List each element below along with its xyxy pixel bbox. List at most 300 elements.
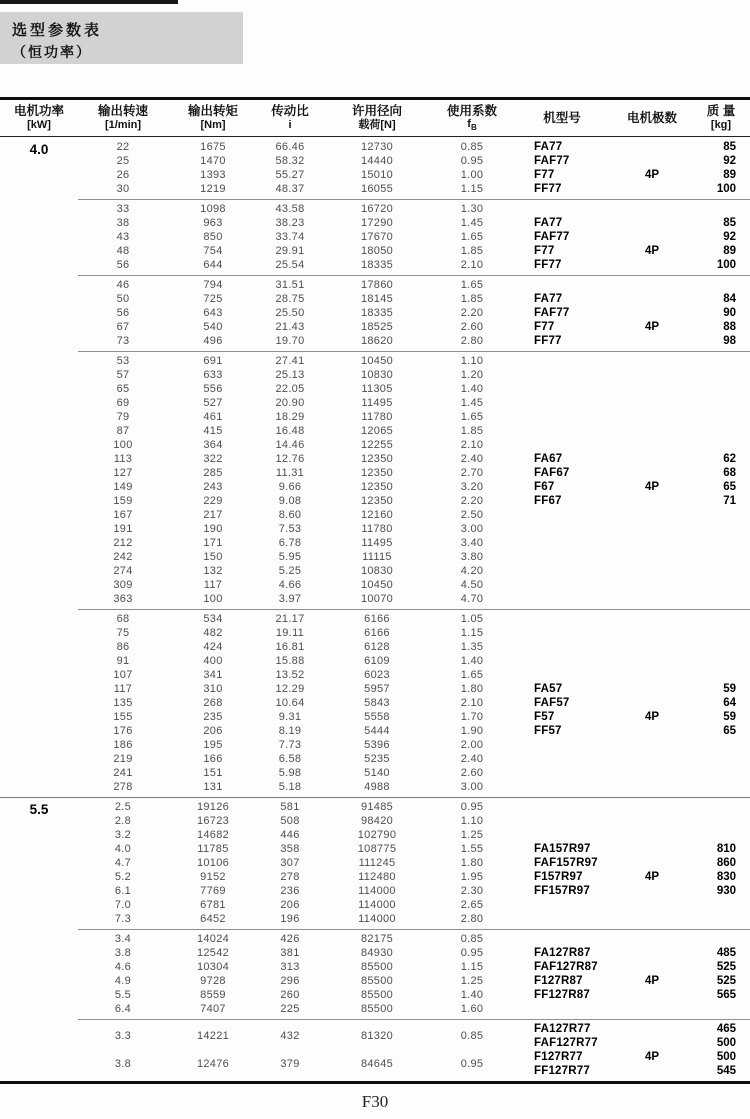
output-speed-cell: 219 xyxy=(113,753,133,765)
ratio-cell: 20.90 xyxy=(275,397,305,409)
radial-load-cell: 10830 xyxy=(360,369,394,381)
mass-value: 88 xyxy=(723,321,736,333)
ratio-block xyxy=(0,275,750,351)
output-torque-cell: 540 xyxy=(203,321,223,333)
ratio-cell: 236 xyxy=(280,885,300,897)
ratio-cell: 55.27 xyxy=(275,169,305,181)
output-speed-cell: 3.4 xyxy=(114,933,132,945)
radial-load-cell: 91485 xyxy=(360,801,394,813)
ratio-cell: 260 xyxy=(280,989,300,1001)
output-speed-cell: 91 xyxy=(116,655,130,667)
output-torque-cell: 14024 xyxy=(196,933,230,945)
model-row xyxy=(512,182,750,196)
output-torque-cell: 754 xyxy=(203,245,223,257)
output-speed-cell: 53 xyxy=(116,355,130,367)
ratio-cell: 48.37 xyxy=(275,183,305,195)
ratio-cell: 18.29 xyxy=(275,411,305,423)
model-code: FF157R97 xyxy=(534,885,590,897)
output-torque-cell: 633 xyxy=(203,369,223,381)
output-speed-cell: 86 xyxy=(116,641,130,653)
mass-value: 565 xyxy=(716,989,736,1001)
output-speed-cell: 25 xyxy=(116,155,130,167)
output-speed-cell: 3.2 xyxy=(114,829,132,841)
service-factor-cell: 1.80 xyxy=(460,683,484,695)
output-torque-cell: 1219 xyxy=(200,183,226,195)
data-row xyxy=(78,828,750,842)
ratio-cell: 379 xyxy=(280,1058,300,1070)
radial-load-cell: 5140 xyxy=(364,767,390,779)
radial-load-cell: 12255 xyxy=(360,439,394,451)
model-code: FF57 xyxy=(534,725,562,737)
mass-value: 485 xyxy=(716,947,736,959)
service-factor-cell: 1.40 xyxy=(460,655,484,667)
model-code: FAF77 xyxy=(534,155,570,167)
service-factor-cell: 1.95 xyxy=(460,871,484,883)
model-group xyxy=(512,682,750,738)
output-speed-cell: 68 xyxy=(116,613,130,625)
output-torque-cell: 556 xyxy=(203,383,223,395)
model-code: FA57 xyxy=(534,683,563,695)
mass-value: 68 xyxy=(723,467,736,479)
service-factor-cell: 3.40 xyxy=(460,537,484,549)
data-row xyxy=(78,800,750,814)
ratio-cell: 14.46 xyxy=(275,439,305,451)
model-code: FF77 xyxy=(534,335,562,347)
service-factor-cell: 1.45 xyxy=(460,217,484,229)
output-torque-cell: 285 xyxy=(203,467,223,479)
model-code: FA77 xyxy=(534,217,563,229)
service-factor-cell: 1.80 xyxy=(460,857,484,869)
motor-poles: 4P xyxy=(644,321,660,333)
output-torque-cell: 171 xyxy=(203,537,223,549)
radial-load-cell: 6128 xyxy=(364,641,390,653)
output-speed-cell: 75 xyxy=(116,627,130,639)
service-factor-cell: 2.50 xyxy=(460,509,484,521)
data-row xyxy=(78,438,750,452)
radial-load-cell: 85500 xyxy=(360,975,394,987)
output-speed-cell: 242 xyxy=(113,551,133,563)
output-torque-cell: 14682 xyxy=(196,829,230,841)
data-row xyxy=(78,368,750,382)
radial-load-cell: 12730 xyxy=(360,141,394,153)
column-header-line1: 输出转速 xyxy=(97,104,148,119)
mass-value: 89 xyxy=(723,245,736,257)
radial-load-cell: 17670 xyxy=(360,231,394,243)
ratio-cell: 196 xyxy=(280,913,300,925)
model-row xyxy=(512,168,750,182)
output-speed-cell: 100 xyxy=(113,439,133,451)
radial-load-cell: 84930 xyxy=(360,947,394,959)
ratio-cell: 10.64 xyxy=(275,697,305,709)
output-speed-cell: 149 xyxy=(113,481,133,493)
model-row xyxy=(512,494,750,508)
column-header xyxy=(258,104,322,131)
output-speed-cell: 87 xyxy=(116,425,130,437)
service-factor-cell: 2.10 xyxy=(460,259,484,271)
model-row xyxy=(512,870,750,884)
radial-load-cell: 114000 xyxy=(358,885,396,897)
column-header xyxy=(512,111,612,125)
ratio-cell: 11.31 xyxy=(275,467,305,479)
ratio-cell: 12.76 xyxy=(275,453,305,465)
radial-load-cell: 10450 xyxy=(360,579,394,591)
radial-load-cell: 84645 xyxy=(360,1058,394,1070)
ratio-cell: 6.78 xyxy=(278,537,302,549)
mass-value: 860 xyxy=(716,857,736,869)
model-row xyxy=(512,306,750,320)
model-code: F57 xyxy=(534,711,555,723)
model-row xyxy=(512,696,750,710)
block-separator-line xyxy=(78,929,750,930)
data-row xyxy=(78,766,750,780)
model-code: FA67 xyxy=(534,453,563,465)
model-row xyxy=(512,1064,750,1078)
ratio-cell: 581 xyxy=(280,801,300,813)
ratio-cell: 27.41 xyxy=(275,355,305,367)
ratio-cell: 9.08 xyxy=(278,495,302,507)
output-speed-cell: 363 xyxy=(113,593,133,605)
service-factor-cell: 1.15 xyxy=(460,961,484,973)
ratio-cell: 29.91 xyxy=(275,245,305,257)
output-speed-cell: 7.3 xyxy=(114,913,132,925)
mass-value: 85 xyxy=(723,217,736,229)
service-factor-cell: 1.15 xyxy=(460,627,484,639)
service-factor-cell: 2.20 xyxy=(460,495,484,507)
output-torque-cell: 9728 xyxy=(200,975,226,987)
service-factor-cell: 2.30 xyxy=(460,885,484,897)
column-header xyxy=(612,111,692,125)
column-header-line2: [1/min] xyxy=(104,118,142,131)
column-header-line1: 使用系数 xyxy=(446,103,497,118)
output-torque-cell: 166 xyxy=(203,753,223,765)
service-factor-cell: 2.10 xyxy=(460,697,484,709)
data-row xyxy=(78,424,750,438)
mass-value: 59 xyxy=(723,683,736,695)
column-header xyxy=(0,104,78,131)
output-speed-cell: 3.8 xyxy=(114,1058,132,1070)
radial-load-cell: 18335 xyxy=(360,259,394,271)
data-row xyxy=(78,522,750,536)
data-row xyxy=(78,354,750,368)
service-factor-cell: 4.20 xyxy=(460,565,484,577)
radial-load-cell: 11495 xyxy=(361,537,393,549)
radial-load-cell: 15010 xyxy=(360,169,394,181)
model-row xyxy=(512,230,750,244)
model-group xyxy=(512,842,750,898)
column-header-line1: 传动比 xyxy=(271,104,309,119)
radial-load-cell: 12350 xyxy=(360,467,394,479)
mass-value: 92 xyxy=(723,231,736,243)
ratio-cell: 508 xyxy=(280,815,300,827)
motor-poles: 4P xyxy=(644,245,660,257)
ratio-cell: 13.52 xyxy=(275,669,305,681)
model-row xyxy=(512,974,750,988)
service-factor-cell: 1.85 xyxy=(460,425,484,437)
ratio-cell: 5.98 xyxy=(278,767,302,779)
radial-load-cell: 11495 xyxy=(361,397,393,409)
data-row xyxy=(78,780,750,794)
ratio-block xyxy=(0,351,750,609)
motor-poles: 4P xyxy=(644,481,660,493)
motor-poles: 4P xyxy=(644,711,660,723)
output-torque-cell: 150 xyxy=(203,551,223,563)
service-factor-cell: 1.65 xyxy=(460,669,484,681)
service-factor-cell: 2.60 xyxy=(460,321,484,333)
output-torque-cell: 19126 xyxy=(196,801,230,813)
model-code: F127R87 xyxy=(534,975,583,987)
radial-load-cell: 17860 xyxy=(360,279,394,291)
output-torque-cell: 643 xyxy=(203,307,223,319)
ratio-cell: 5.95 xyxy=(278,551,302,563)
model-code: F67 xyxy=(534,481,555,493)
data-row xyxy=(78,382,750,396)
model-code: FA127R87 xyxy=(534,947,591,959)
column-header-line2: [kW] xyxy=(27,118,51,131)
ratio-cell: 16.48 xyxy=(275,425,305,437)
column-header xyxy=(322,104,432,131)
radial-load-cell: 82175 xyxy=(360,933,394,945)
ratio-cell: 25.50 xyxy=(275,307,305,319)
motor-poles: 4P xyxy=(644,871,660,883)
output-speed-cell: 167 xyxy=(113,509,133,521)
service-factor-cell: 2.65 xyxy=(460,899,484,911)
output-torque-cell: 132 xyxy=(203,565,223,577)
radial-load-cell: 17290 xyxy=(360,217,394,229)
ratio-cell: 58.32 xyxy=(275,155,305,167)
model-group xyxy=(512,452,750,508)
radial-load-cell: 16720 xyxy=(360,203,394,215)
model-row xyxy=(512,960,750,974)
ratio-cell: 66.46 xyxy=(275,141,305,153)
ratio-cell: 28.75 xyxy=(275,293,305,305)
column-header xyxy=(692,104,750,131)
data-row xyxy=(78,202,750,216)
ratio-cell: 7.73 xyxy=(278,739,302,751)
mass-value: 100 xyxy=(716,259,736,271)
radial-load-cell: 12350 xyxy=(360,495,394,507)
data-row xyxy=(78,550,750,564)
output-torque-cell: 243 xyxy=(203,481,223,493)
model-code: FF77 xyxy=(534,259,562,271)
service-factor-cell: 1.10 xyxy=(460,815,484,827)
ratio-cell: 5.25 xyxy=(278,565,302,577)
model-row xyxy=(512,244,750,258)
page-number: F30 xyxy=(361,1092,389,1111)
page-title-line1: 选型参数表 xyxy=(12,22,103,39)
model-group xyxy=(512,140,750,196)
model-row xyxy=(512,452,750,466)
radial-load-cell: 4988 xyxy=(364,781,390,793)
section-separator-line xyxy=(0,797,750,798)
service-factor-cell: 1.00 xyxy=(460,169,484,181)
service-factor-cell: 1.45 xyxy=(460,397,484,409)
ratio-cell: 5.18 xyxy=(278,781,302,793)
model-code: FAF157R97 xyxy=(534,857,598,869)
output-torque-cell: 12476 xyxy=(196,1058,230,1070)
output-torque-cell: 725 xyxy=(203,293,223,305)
radial-load-cell: 12350 xyxy=(360,453,394,465)
mass-value: 545 xyxy=(716,1065,736,1077)
mass-value: 84 xyxy=(723,293,736,305)
service-factor-cell: 1.65 xyxy=(460,279,484,291)
output-speed-cell: 107 xyxy=(113,669,133,681)
output-speed-cell: 43 xyxy=(116,231,130,243)
output-torque-cell: 151 xyxy=(203,767,223,779)
output-speed-cell: 4.6 xyxy=(114,961,132,973)
data-row xyxy=(78,654,750,668)
radial-load-cell: 14440 xyxy=(360,155,394,167)
service-factor-cell: 1.20 xyxy=(460,369,484,381)
service-factor-cell: 4.70 xyxy=(460,593,484,605)
output-torque-cell: 310 xyxy=(203,683,223,695)
mass-value: 62 xyxy=(723,453,736,465)
data-row xyxy=(78,396,750,410)
output-speed-cell: 6.1 xyxy=(114,885,132,897)
service-factor-cell: 4.50 xyxy=(460,579,484,591)
model-group xyxy=(512,1022,750,1078)
output-torque-cell: 1675 xyxy=(200,141,226,153)
ratio-cell: 7.53 xyxy=(278,523,302,535)
model-code: FAF67 xyxy=(534,467,570,479)
service-factor-cell: 3.00 xyxy=(460,523,484,535)
model-row xyxy=(512,724,750,738)
output-torque-cell: 9152 xyxy=(200,871,226,883)
column-header-line1: 许用径向 xyxy=(351,104,402,119)
data-row xyxy=(78,752,750,766)
ratio-block xyxy=(0,199,750,275)
model-code: F127R77 xyxy=(534,1051,583,1063)
service-factor-cell: 1.40 xyxy=(460,989,484,1001)
ratio-cell: 278 xyxy=(280,871,300,883)
output-speed-cell: 4.7 xyxy=(114,857,132,869)
mass-value: 930 xyxy=(716,885,736,897)
service-factor-cell: 1.40 xyxy=(460,383,484,395)
output-speed-cell: 5.5 xyxy=(114,989,132,1001)
output-torque-cell: 482 xyxy=(203,627,223,639)
output-torque-cell: 850 xyxy=(203,231,223,243)
model-code: FAF77 xyxy=(534,231,570,243)
output-torque-cell: 341 xyxy=(203,669,223,681)
radial-load-cell: 81320 xyxy=(360,1030,394,1042)
output-speed-cell: 191 xyxy=(113,523,133,535)
column-header-line1: 机型号 xyxy=(543,110,581,125)
radial-load-cell: 12350 xyxy=(360,481,394,493)
output-torque-cell: 424 xyxy=(203,641,223,653)
mass-value: 92 xyxy=(723,155,736,167)
output-speed-cell: 186 xyxy=(113,739,133,751)
mass-value: 830 xyxy=(716,871,736,883)
service-factor-cell: 3.20 xyxy=(460,481,484,493)
radial-load-cell: 12065 xyxy=(360,425,394,437)
column-header xyxy=(432,104,512,133)
output-torque-cell: 794 xyxy=(203,279,223,291)
service-factor-cell: 0.95 xyxy=(460,155,484,167)
ratio-block xyxy=(0,929,750,1019)
service-factor-cell: 1.85 xyxy=(460,245,484,257)
output-speed-cell: 127 xyxy=(113,467,133,479)
output-torque-cell: 691 xyxy=(203,355,223,367)
column-header-line2: [kg] xyxy=(710,118,732,131)
service-factor-cell: 0.95 xyxy=(460,1058,484,1070)
output-torque-cell: 1470 xyxy=(200,155,226,167)
ratio-cell: 25.13 xyxy=(275,369,305,381)
output-torque-cell: 235 xyxy=(203,711,223,723)
radial-load-cell: 6023 xyxy=(364,669,390,681)
service-factor-cell: 3.80 xyxy=(460,551,484,563)
mass-value: 500 xyxy=(716,1051,736,1063)
selection-table xyxy=(0,97,750,1084)
column-header-line2: $f_B$ xyxy=(467,118,477,133)
output-torque-cell: 415 xyxy=(203,425,223,437)
service-factor-cell: 1.10 xyxy=(460,355,484,367)
service-factor-cell: 2.10 xyxy=(460,439,484,451)
service-factor-cell: 1.60 xyxy=(460,1003,484,1015)
radial-load-cell: 11780 xyxy=(361,523,393,535)
output-speed-cell: 3.8 xyxy=(114,947,132,959)
mass-value: 85 xyxy=(723,141,736,153)
radial-load-cell: 114000 xyxy=(358,913,396,925)
output-torque-cell: 14221 xyxy=(196,1030,230,1042)
ratio-cell: 12.29 xyxy=(275,683,305,695)
model-code: F77 xyxy=(534,245,555,257)
model-row xyxy=(512,292,750,306)
model-row xyxy=(512,216,750,230)
model-code: F157R97 xyxy=(534,871,583,883)
output-speed-cell: 113 xyxy=(113,453,133,465)
mass-value: 71 xyxy=(723,495,736,507)
service-factor-cell: 1.25 xyxy=(460,975,484,987)
output-speed-cell: 5.2 xyxy=(114,871,132,883)
model-row xyxy=(512,682,750,696)
radial-load-cell: 5558 xyxy=(364,711,390,723)
output-speed-cell: 6.4 xyxy=(114,1003,132,1015)
output-speed-cell: 67 xyxy=(116,321,130,333)
mass-value: 65 xyxy=(723,481,736,493)
ratio-cell: 4.66 xyxy=(278,579,302,591)
service-factor-cell: 2.80 xyxy=(460,913,484,925)
column-header-subscript: B xyxy=(470,123,477,133)
radial-load-cell: 112480 xyxy=(358,871,396,883)
column-header-line1: 电机极数 xyxy=(626,110,677,125)
output-speed-cell: 56 xyxy=(116,259,130,271)
output-speed-cell: 50 xyxy=(116,293,130,305)
ratio-cell: 43.58 xyxy=(275,203,305,215)
motor-poles: 4P xyxy=(644,975,660,987)
service-factor-cell: 0.85 xyxy=(460,933,484,945)
output-speed-cell: 73 xyxy=(116,335,130,347)
output-torque-cell: 8559 xyxy=(200,989,226,1001)
page-top-rule xyxy=(0,0,178,4)
service-factor-cell: 1.25 xyxy=(460,829,484,841)
radial-load-cell: 5444 xyxy=(364,725,390,737)
service-factor-cell: 0.95 xyxy=(460,947,484,959)
service-factor-cell: 1.05 xyxy=(460,613,484,625)
model-code: FF77 xyxy=(534,183,562,195)
model-group xyxy=(512,292,750,348)
block-separator-line xyxy=(78,1019,750,1020)
data-row xyxy=(78,626,750,640)
mass-value: 59 xyxy=(723,711,736,723)
mass-value: 525 xyxy=(716,975,736,987)
data-row xyxy=(78,564,750,578)
data-row xyxy=(78,814,750,828)
mass-value: 64 xyxy=(723,697,736,709)
service-factor-cell: 3.00 xyxy=(460,781,484,793)
table-body xyxy=(0,137,750,1084)
model-code: FAF57 xyxy=(534,697,570,709)
output-speed-cell: 4.0 xyxy=(114,843,132,855)
ratio-block xyxy=(0,1019,750,1081)
